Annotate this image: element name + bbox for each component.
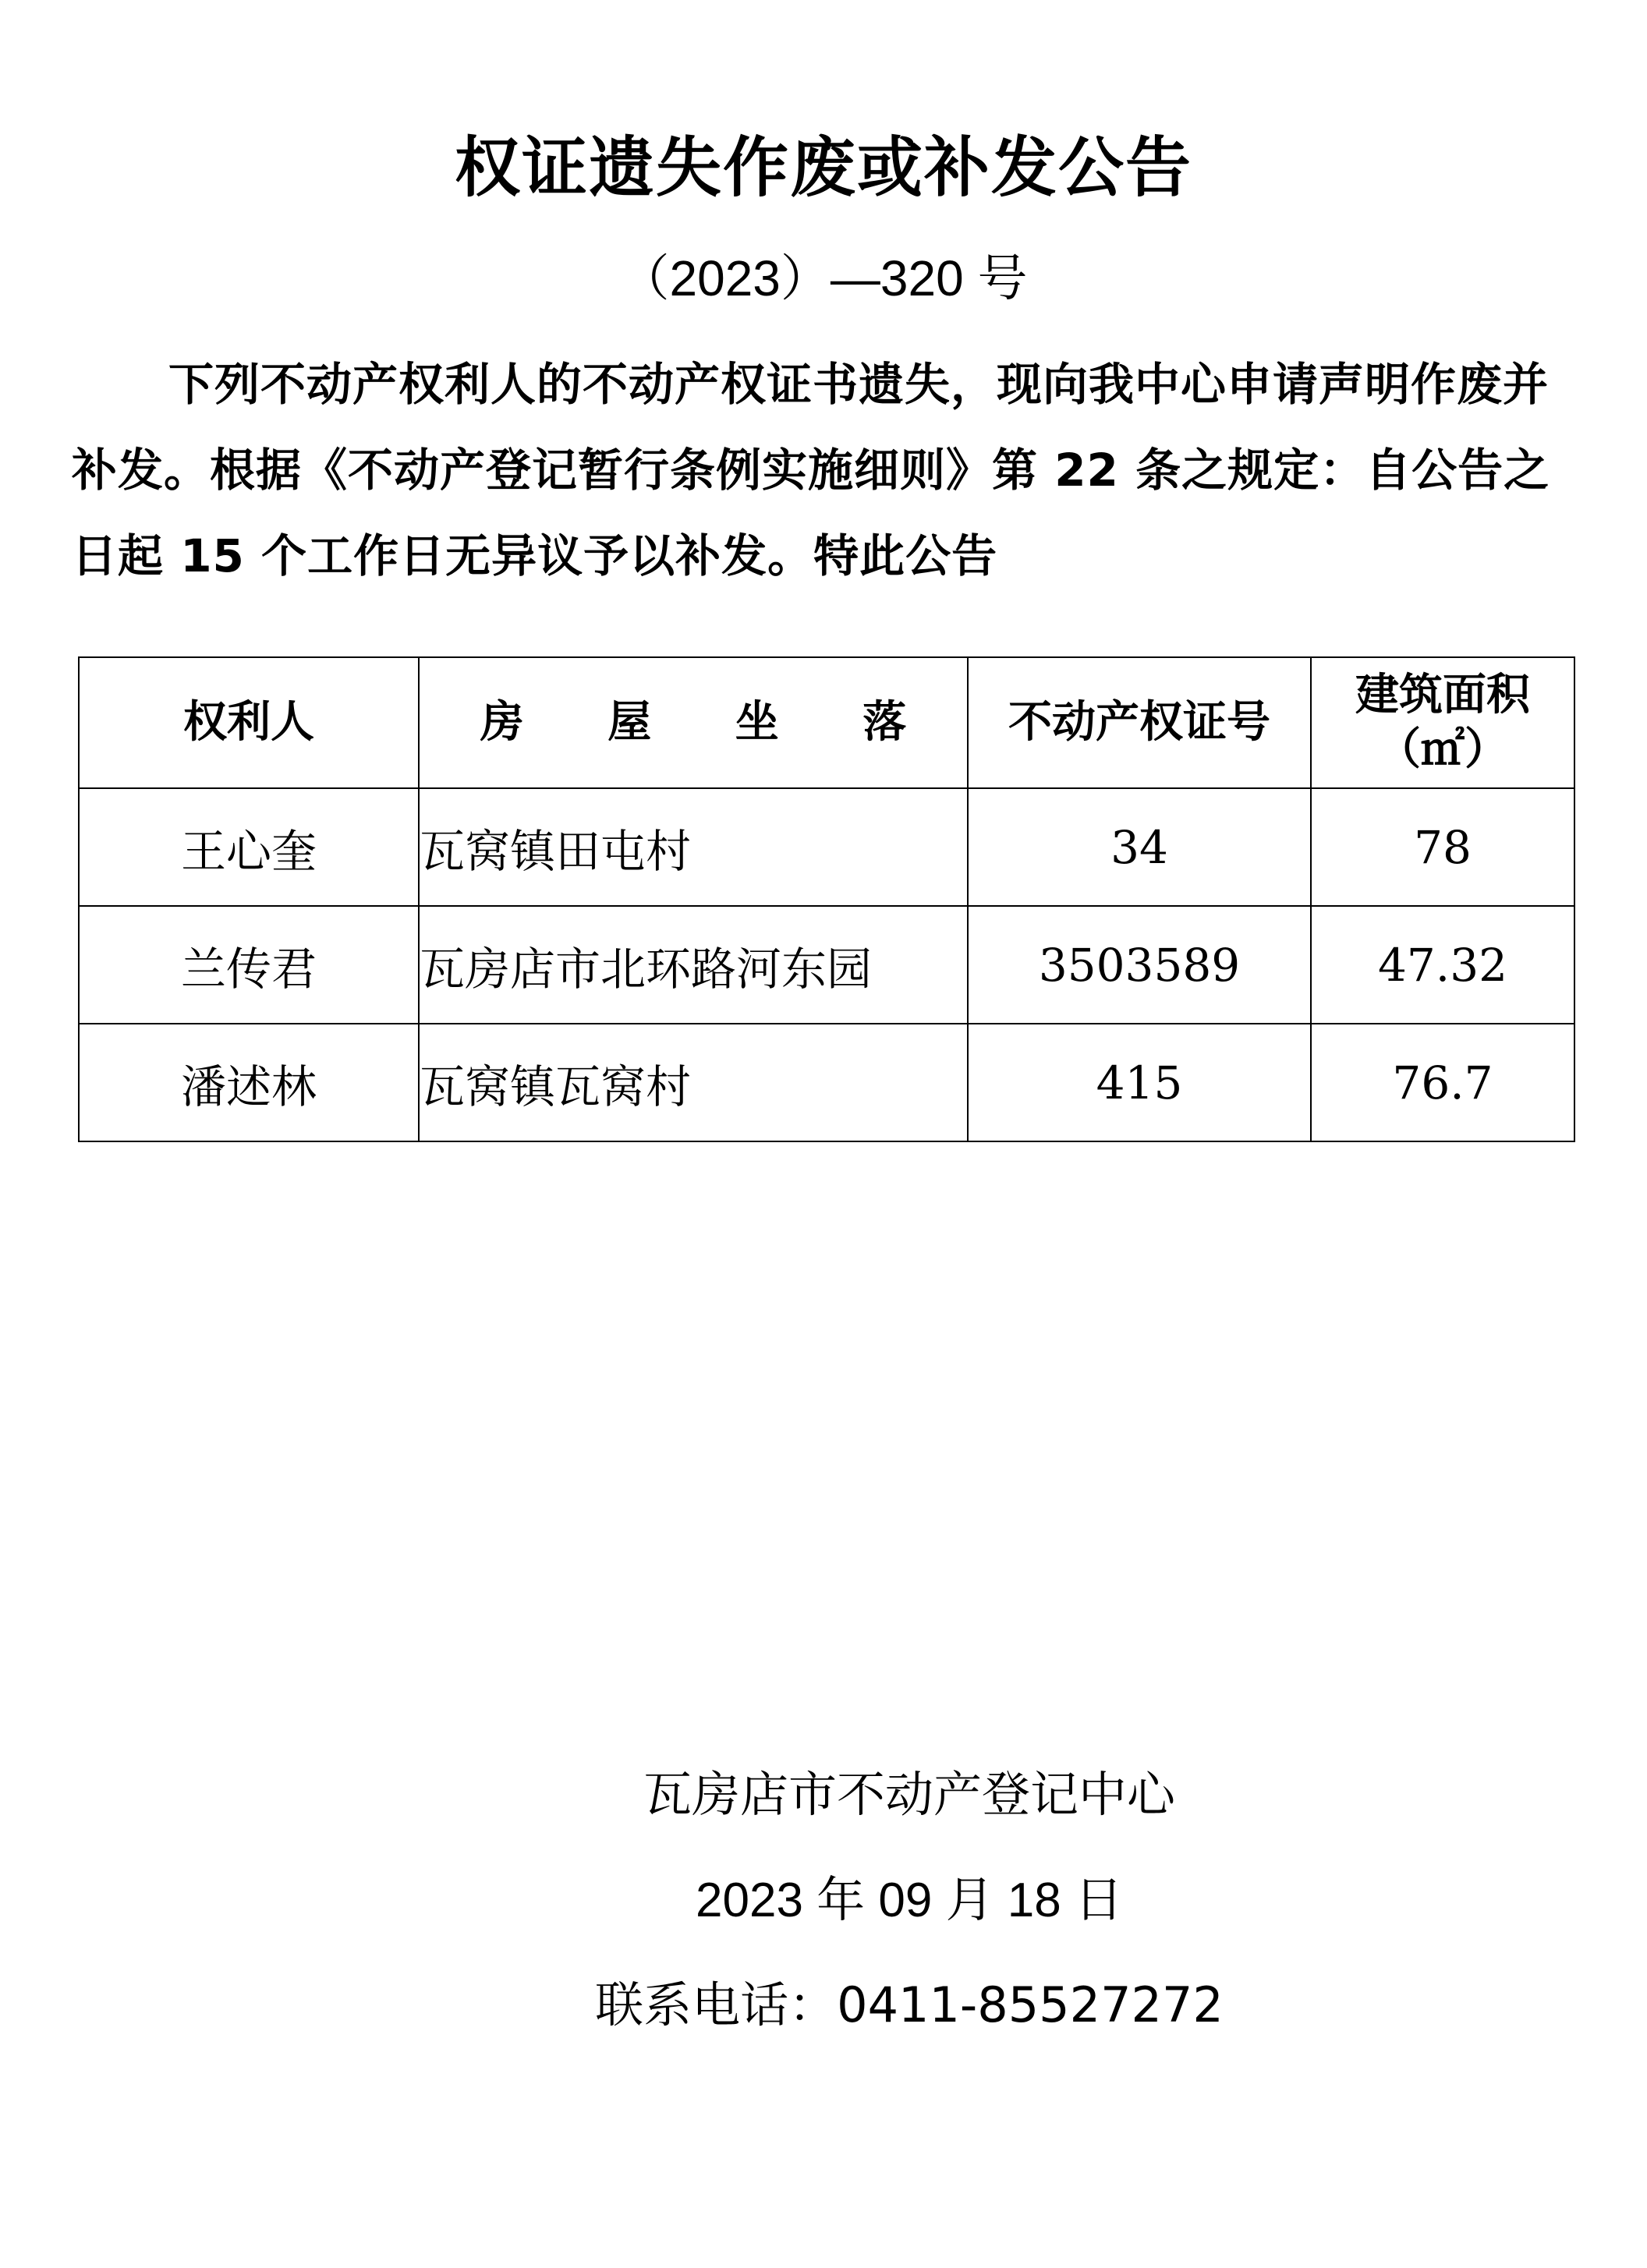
header-owner: 权利人 [79,657,419,788]
lost-certificate-table [78,656,1575,1142]
row-owner: 潘述林 [79,1024,419,1141]
row-area: 47.32 [1311,906,1574,1024]
header-area-line1: 建筑面积 [1355,670,1530,720]
table-header-row [79,657,1574,788]
row-address: 瓦房店市北环路河东园 [419,906,968,1024]
table-row [79,788,1574,906]
header-address-label: 房 屋 坐 落 [480,697,941,748]
header-area [1311,657,1574,788]
issuer-name: 瓦房店市不动产登记中心 [643,1766,1175,1823]
header-cert-no: 不动产权证号 [968,657,1311,788]
row-cert-no: 3503589 [968,906,1311,1024]
issue-date: 2023 年 09 月 18 日 [696,1873,1123,1927]
row-cert-no: 415 [968,1024,1311,1141]
row-area: 78 [1311,788,1574,906]
row-owner: 兰传君 [79,906,419,1024]
header-area-line2: （㎡） [1377,724,1508,775]
notice-title: 权证遗失作废或补发公告 [454,129,1192,206]
row-owner: 王心奎 [79,788,419,906]
row-area: 76.7 [1311,1024,1574,1141]
contact-phone: 联系电话：0411-85527272 [595,1976,1224,2033]
notice-body: 下列不动产权利人的不动产权证书遗失，现向我中心申请声明作废并补发。根据《不动产登记暂行条例实施细则》第 22 条之规定：自公告之日起 15 个工作日无异议予以补发。特此公告 [72,358,1550,582]
row-address: 瓦窝镇田屯村 [419,788,968,906]
row-cert-no: 34 [968,788,1311,906]
table-row [79,1024,1574,1141]
table-row [79,906,1574,1024]
header-address [419,657,968,788]
row-address: 瓦窝镇瓦窝村 [419,1024,968,1141]
notice-number: （2023）—320 号 [619,250,1028,306]
